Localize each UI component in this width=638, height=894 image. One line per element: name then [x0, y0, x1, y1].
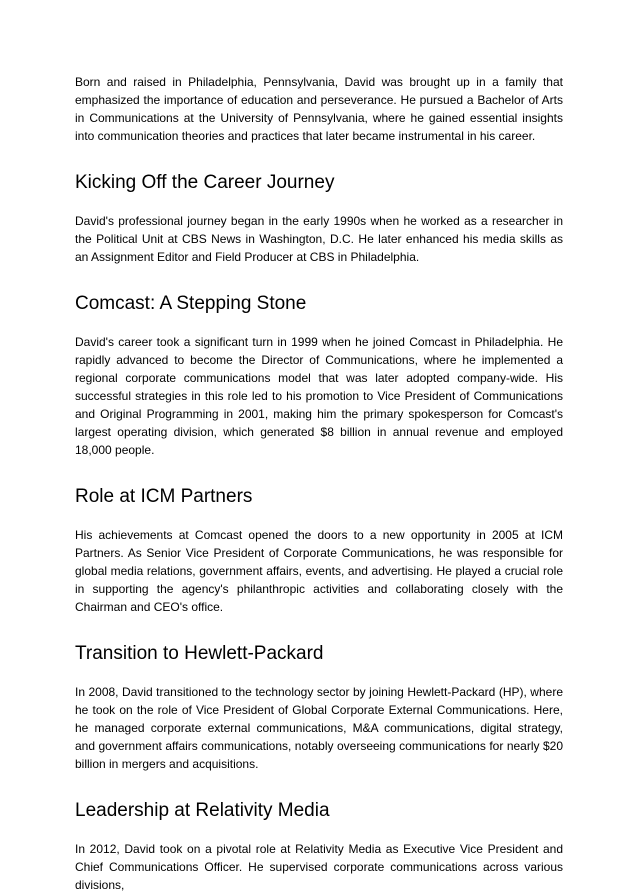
- section-body-comcast: David's career took a significant turn in 1999 when he joined Comcast in Philadelphia. He rapidly advanced to become the Director of Communications, where he implemented a regional corporate communications model that was later adopted company-wide. His successful strategies in this role led to his promotion to Vice President of Communications and Original Programming in 2001, making him the primary spokesperson for Comcast's largest operating division, which generated $8 billion in annual revenue and employed 18,000 people.: [75, 335, 563, 457]
- section-heading-career-journey: Kicking Off the Career Journey: [75, 172, 335, 193]
- section-body-career-journey: David's professional journey began in the early 1990s when he worked as a researcher in the Political Unit at CBS News in Washington, D.C. He later enhanced his media skills as an Assignment Editor and Field Producer at CBS in Philadelphia.: [75, 214, 563, 264]
- section-heading-relativity-media: Leadership at Relativity Media: [75, 800, 330, 821]
- section-body-relativity-media: In 2012, David took on a pivotal role at Relativity Media as Executive Vice President and Chief Communications Officer. He supervised corporate communications across various divisions,: [75, 842, 563, 892]
- section-heading-icm-partners: Role at ICM Partners: [75, 486, 253, 507]
- section-heading-hewlett-packard: Transition to Hewlett-Packard: [75, 643, 324, 664]
- intro-paragraph: Born and raised in Philadelphia, Pennsylvania, David was brought up in a family that emphasized the importance of education and perseverance. He pursued a Bachelor of Arts in Communications at the University of Pennsylvania, where he gained essential insights into communication theories and practices that later became instrumental in his career.: [75, 75, 563, 143]
- section-heading-comcast: Comcast: A Stepping Stone: [75, 293, 307, 314]
- section-body-icm-partners: His achievements at Comcast opened the doors to a new opportunity in 2005 at ICM Partners. As Senior Vice President of Corporate Communications, he was responsible for global media relations, government affairs, events, and advertising. He played a crucial role in supporting the agency's philanthropic activities and collaborating closely with the Chairman and CEO's office.: [75, 528, 563, 614]
- section-body-hewlett-packard: In 2008, David transitioned to the technology sector by joining Hewlett-Packard (HP), where he took on the role of Vice President of Global Corporate External Communications. Here, he managed corporate external communications, M&A communications, digital strategy, and government affairs communications, notably overseeing communications for nearly $20 billion in mergers and acquisitions.: [75, 685, 563, 771]
